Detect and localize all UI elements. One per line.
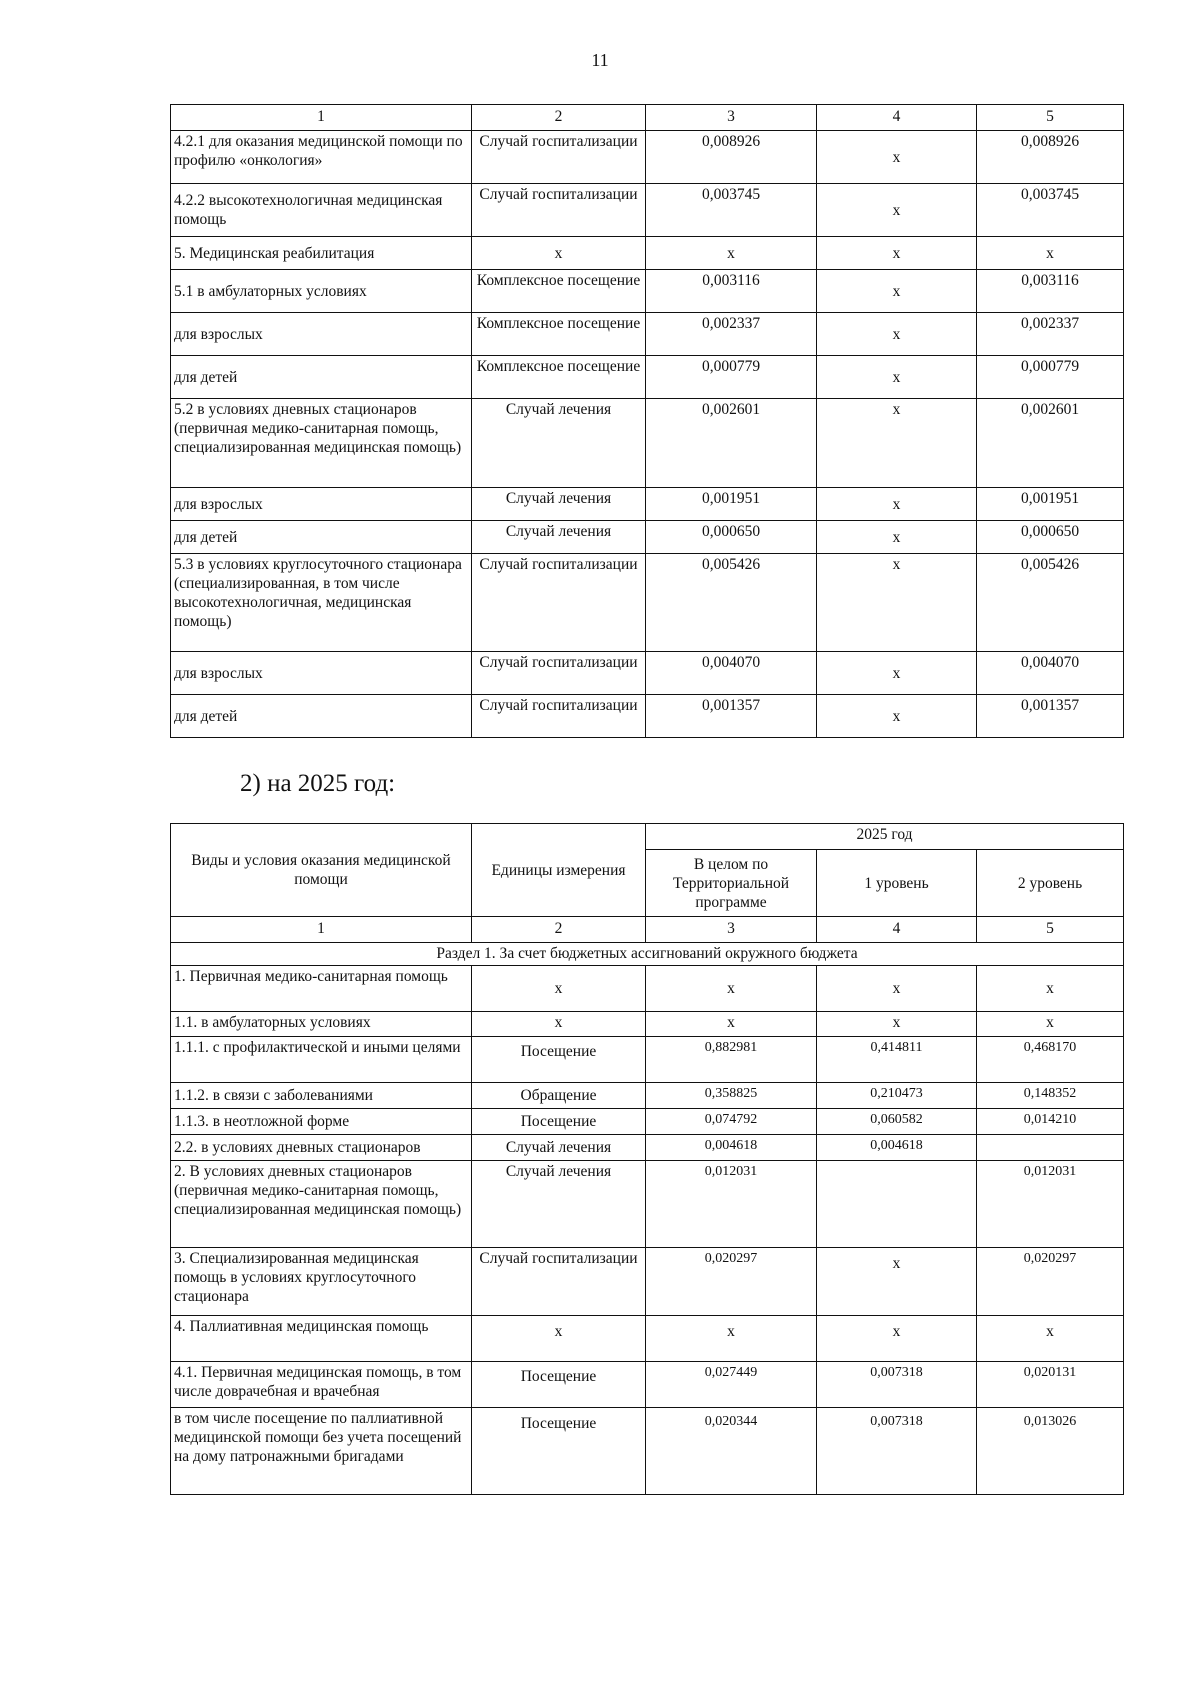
cell-value: х — [817, 1012, 977, 1037]
table-2024-continued — [170, 104, 1124, 738]
table-row — [171, 1408, 1124, 1495]
row-name: 4.2.1 для оказания медицинской помощи по профилю «онкология» — [171, 131, 472, 184]
row-name: для детей — [171, 521, 472, 554]
table-row — [171, 1362, 1124, 1408]
row-name: 5.2 в условиях дневных стационаров (первичная медико-санитарная помощь, специализированная медицинская помощь) — [171, 399, 472, 488]
page-number: 11 — [591, 50, 609, 70]
row-unit: х — [472, 237, 646, 270]
cell-value: х — [817, 237, 977, 270]
cell-value: 0,001951 — [646, 488, 817, 521]
row-unit: Комплексное посещение — [472, 356, 646, 399]
cell-value: 0,007318 — [817, 1408, 977, 1495]
table-row — [171, 1161, 1124, 1248]
table-row — [171, 356, 1124, 399]
cell-value — [977, 1135, 1124, 1161]
table-row — [171, 1083, 1124, 1109]
cell-value: х — [817, 695, 977, 738]
table-row — [171, 1316, 1124, 1362]
cell-value: х — [817, 521, 977, 554]
row-unit: Случай лечения — [472, 1135, 646, 1161]
cell-value: х — [646, 966, 817, 1012]
cell-value: х — [646, 237, 817, 270]
col-number: 5 — [977, 917, 1124, 943]
table-row — [171, 1012, 1124, 1037]
row-name: 2.2. в условиях дневных стационаров — [171, 1135, 472, 1161]
row-unit: Случай госпитализации — [472, 131, 646, 184]
cell-value: 0,003745 — [646, 184, 817, 237]
cell-value: х — [817, 270, 977, 313]
col-number: 3 — [646, 917, 817, 943]
table-row — [171, 521, 1124, 554]
row-name: для взрослых — [171, 488, 472, 521]
cell-value: х — [817, 488, 977, 521]
cell-value: 0,000650 — [977, 521, 1124, 554]
cell-value: 0,020297 — [977, 1248, 1124, 1316]
cell-value: 0,003116 — [646, 270, 817, 313]
row-unit: Случай лечения — [472, 1161, 646, 1248]
row-unit: Посещение — [472, 1408, 646, 1495]
cell-value: 0,148352 — [977, 1083, 1124, 1109]
row-unit: Посещение — [472, 1362, 646, 1408]
table-row — [171, 131, 1124, 184]
row-name: для взрослых — [171, 313, 472, 356]
cell-value: 0,002601 — [977, 399, 1124, 488]
cell-value: 0,020297 — [646, 1248, 817, 1316]
row-name: 1.1. в амбулаторных условиях — [171, 1012, 472, 1037]
header-total: В целом по Территориальной программе — [646, 850, 817, 917]
col-number: 4 — [817, 105, 977, 131]
row-name: 5.1 в амбулаторных условиях — [171, 270, 472, 313]
table-row — [171, 966, 1124, 1012]
row-unit: Посещение — [472, 1109, 646, 1135]
cell-value: 0,008926 — [977, 131, 1124, 184]
table-row — [171, 1248, 1124, 1316]
cell-value: 0,001357 — [646, 695, 817, 738]
cell-value: 0,004070 — [977, 652, 1124, 695]
table-2025 — [170, 823, 1124, 1495]
cell-value: 0,074792 — [646, 1109, 817, 1135]
cell-value: 0,414811 — [817, 1037, 977, 1083]
cell-value: 0,001951 — [977, 488, 1124, 521]
cell-value: 0,882981 — [646, 1037, 817, 1083]
cell-value: 0,014210 — [977, 1109, 1124, 1135]
row-unit: Комплексное посещение — [472, 270, 646, 313]
row-unit: Случай госпитализации — [472, 695, 646, 738]
table-header-numbers — [171, 105, 1124, 131]
col-number: 3 — [646, 105, 817, 131]
table-header-numbers — [171, 917, 1124, 943]
cell-value: 0,020131 — [977, 1362, 1124, 1408]
cell-value: 0,013026 — [977, 1408, 1124, 1495]
cell-value: 0,005426 — [977, 554, 1124, 652]
row-name: 5. Медицинская реабилитация — [171, 237, 472, 270]
table-row — [171, 237, 1124, 270]
cell-value: 0,000779 — [977, 356, 1124, 399]
row-name: 1.1.3. в неотложной форме — [171, 1109, 472, 1135]
header-level-2: 2 уровень — [977, 850, 1124, 917]
header-units: Единицы измерения — [472, 824, 646, 917]
cell-value: 0,003116 — [977, 270, 1124, 313]
row-unit: Случай госпитализации — [472, 554, 646, 652]
row-name: 1.1.1. с профилактической и иными целями — [171, 1037, 472, 1083]
row-name: 4. Паллиативная медицинская помощь — [171, 1316, 472, 1362]
cell-value: 0,012031 — [646, 1161, 817, 1248]
cell-value: 0,004618 — [817, 1135, 977, 1161]
cell-value: 0,007318 — [817, 1362, 977, 1408]
section-row — [171, 943, 1124, 966]
row-unit: Случай лечения — [472, 399, 646, 488]
table-row — [171, 399, 1124, 488]
cell-value: х — [817, 131, 977, 184]
table-row — [171, 554, 1124, 652]
cell-value: х — [646, 1316, 817, 1362]
row-unit: Случай госпитализации — [472, 652, 646, 695]
cell-value: 0,358825 — [646, 1083, 817, 1109]
cell-value: х — [977, 1316, 1124, 1362]
row-unit: Случай госпитализации — [472, 184, 646, 237]
section-title: Раздел 1. За счет бюджетных ассигнований окружного бюджета — [171, 943, 1124, 966]
col-number: 1 — [171, 917, 472, 943]
cell-value: 0,002337 — [977, 313, 1124, 356]
cell-value: х — [817, 184, 977, 237]
header-level-1: 1 уровень — [817, 850, 977, 917]
cell-value: х — [977, 1012, 1124, 1037]
cell-value: 0,003745 — [977, 184, 1124, 237]
row-name: 4.1. Первичная медицинская помощь, в том числе доврачебная и врачебная — [171, 1362, 472, 1408]
row-unit: Комплексное посещение — [472, 313, 646, 356]
cell-value: 0,005426 — [646, 554, 817, 652]
row-name: 1. Первичная медико-санитарная помощь — [171, 966, 472, 1012]
row-unit: х — [472, 966, 646, 1012]
row-name: для взрослых — [171, 652, 472, 695]
row-name: 2. В условиях дневных стационаров (первичная медико-санитарная помощь, специализированная медицинская помощь) — [171, 1161, 472, 1248]
cell-value — [817, 1161, 977, 1248]
row-unit: х — [472, 1012, 646, 1037]
cell-value: х — [817, 966, 977, 1012]
table-row — [171, 1109, 1124, 1135]
row-unit: Обращение — [472, 1083, 646, 1109]
table-header-row — [171, 824, 1124, 850]
row-unit: Случай лечения — [472, 488, 646, 521]
cell-value: х — [817, 399, 977, 488]
col-number: 5 — [977, 105, 1124, 131]
cell-value: 0,004618 — [646, 1135, 817, 1161]
table-row — [171, 1135, 1124, 1161]
col-number: 2 — [472, 917, 646, 943]
row-name: 3. Специализированная медицинская помощь в условиях круглосуточного стационара — [171, 1248, 472, 1316]
header-year: 2025 год — [646, 824, 1124, 850]
row-unit: Случай лечения — [472, 521, 646, 554]
table-row — [171, 184, 1124, 237]
table-row — [171, 270, 1124, 313]
cell-value: 0,008926 — [646, 131, 817, 184]
cell-value: х — [817, 313, 977, 356]
row-name: 4.2.2 высокотехнологичная медицинская помощь — [171, 184, 472, 237]
cell-value: 0,060582 — [817, 1109, 977, 1135]
cell-value: х — [817, 356, 977, 399]
cell-value: х — [817, 1248, 977, 1316]
row-unit: Посещение — [472, 1037, 646, 1083]
header-kinds: Виды и условия оказания медицинской помощи — [171, 824, 472, 917]
cell-value: 0,004070 — [646, 652, 817, 695]
cell-value: 0,000650 — [646, 521, 817, 554]
cell-value: х — [646, 1012, 817, 1037]
section-heading-2025: 2) на 2025 год: — [240, 770, 396, 797]
row-name: в том числе посещение по паллиативной медицинской помощи без учета посещений на дому патронажными бригадами — [171, 1408, 472, 1495]
cell-value: х — [977, 966, 1124, 1012]
col-number: 2 — [472, 105, 646, 131]
row-name: для детей — [171, 695, 472, 738]
table-row — [171, 1037, 1124, 1083]
row-unit: Случай госпитализации — [472, 1248, 646, 1316]
table-row — [171, 488, 1124, 521]
col-number: 1 — [171, 105, 472, 131]
cell-value: 0,012031 — [977, 1161, 1124, 1248]
cell-value: х — [817, 1316, 977, 1362]
cell-value: х — [817, 554, 977, 652]
cell-value: 0,001357 — [977, 695, 1124, 738]
cell-value: 0,020344 — [646, 1408, 817, 1495]
table-row — [171, 695, 1124, 738]
row-name: для детей — [171, 356, 472, 399]
row-name: 1.1.2. в связи с заболеваниями — [171, 1083, 472, 1109]
table-row — [171, 313, 1124, 356]
table-row — [171, 652, 1124, 695]
cell-value: 0,027449 — [646, 1362, 817, 1408]
cell-value: 0,000779 — [646, 356, 817, 399]
cell-value: 0,002601 — [646, 399, 817, 488]
row-unit: х — [472, 1316, 646, 1362]
cell-value: х — [817, 652, 977, 695]
cell-value: 0,468170 — [977, 1037, 1124, 1083]
cell-value: 0,210473 — [817, 1083, 977, 1109]
cell-value: х — [977, 237, 1124, 270]
row-name: 5.3 в условиях круглосуточного стационара (специализированная, в том числе высокотехнологичная, медицинская помощь) — [171, 554, 472, 652]
cell-value: 0,002337 — [646, 313, 817, 356]
col-number: 4 — [817, 917, 977, 943]
